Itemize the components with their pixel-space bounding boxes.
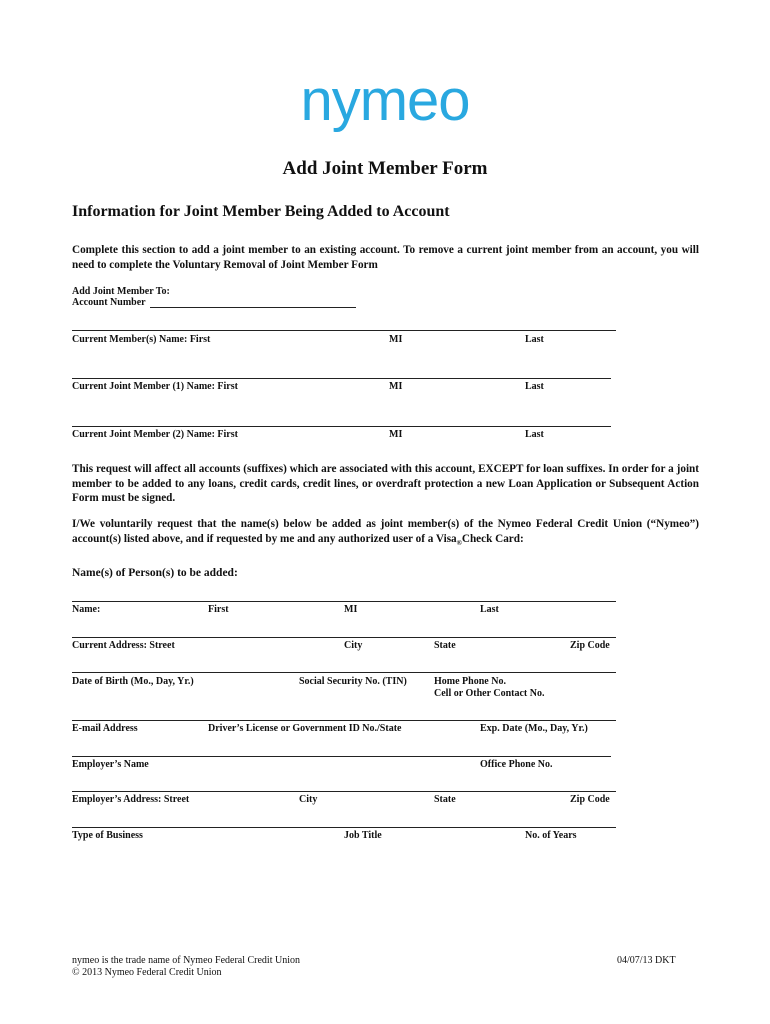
request-tail: Check Card: (461, 532, 524, 545)
cell-phone-label: Cell or Other Contact No. (434, 688, 545, 699)
page-title: Add Joint Member Form (282, 158, 488, 179)
office-phone-label: Office Phone No. (480, 759, 553, 770)
email-label: E-mail Address (72, 723, 138, 734)
joint-member-2-name-field[interactable] (72, 426, 611, 427)
notice-paragraph: This request will affect all accounts (suffixes) which are associated with this account, EXCEPT for loan suffixes. In order for a joint member to be added to any loans, credit cards, credit lines, or overdraft protection a new Loan Application or Subsequent Action Form must be signed. (72, 463, 699, 504)
state-label: State (434, 640, 456, 651)
job-title-label: Job Title (344, 830, 382, 841)
years-label: No. of Years (525, 830, 577, 841)
name-label: Name: (72, 604, 101, 615)
footer-form-code: 04/07/13 DKT (617, 955, 676, 966)
last-label: Last (480, 604, 499, 615)
employer-state-label: State (434, 794, 456, 805)
nymeo-logo: nymeo (300, 68, 470, 133)
add-joint-member-to-label: Add Joint Member To: (72, 286, 170, 297)
footer-copyright: © 2013 Nymeo Federal Credit Union (72, 967, 222, 978)
address-field[interactable] (72, 637, 616, 638)
current-member-name-field[interactable] (72, 330, 616, 331)
current-member-last-label: Last (525, 334, 544, 345)
employer-city-label: City (299, 794, 318, 805)
section-title: Information for Joint Member Being Added to Account (72, 203, 450, 220)
joint-member-1-last-label: Last (525, 381, 544, 392)
ssn-label: Social Security No. (TIN) (299, 676, 407, 687)
account-number-label: Account Number (72, 297, 146, 308)
home-phone-label: Home Phone No. (434, 676, 506, 687)
current-member-name-label: Current Member(s) Name: First (72, 334, 211, 345)
joint-member-2-mi-label: MI (389, 429, 403, 440)
address-label: Current Address: Street (72, 640, 175, 651)
joint-member-1-mi-label: MI (389, 381, 403, 392)
dob-field[interactable] (72, 672, 616, 673)
joint-member-1-name-field[interactable] (72, 378, 611, 379)
request-text: I/We voluntarily request that the name(s) below be added as joint member(s) of the Nymeo Federal Credit Union (“Nymeo”) account(s) listed above, and if requested by me and any authorized user of a Visa (72, 518, 699, 545)
registered-mark: ® (456, 538, 462, 547)
current-member-mi-label: MI (389, 334, 403, 345)
exp-date-label: Exp. Date (Mo., Day, Yr.) (480, 723, 588, 734)
license-label: Driver’s License or Government ID No./State (208, 723, 402, 734)
employer-zip-label: Zip Code (570, 794, 610, 805)
request-paragraph (72, 517, 699, 550)
business-label: Type of Business (72, 830, 143, 841)
persons-heading: Name(s) of Person(s) to be added: (72, 567, 238, 579)
intro-paragraph: Complete this section to add a joint member to an existing account. To remove a current joint member from an account, you will need to complete the Voluntary Removal of Joint Member Form (72, 244, 699, 271)
footer-trade-name: nymeo is the trade name of Nymeo Federal Credit Union (72, 955, 300, 966)
email-field[interactable] (72, 720, 616, 721)
dob-label: Date of Birth (Mo., Day, Yr.) (72, 676, 194, 687)
employer-field[interactable] (72, 756, 611, 757)
joint-member-2-name-label: Current Joint Member (2) Name: First (72, 429, 238, 440)
joint-member-2-last-label: Last (525, 429, 544, 440)
city-label: City (344, 640, 363, 651)
joint-member-1-name-label: Current Joint Member (1) Name: First (72, 381, 238, 392)
employer-label: Employer’s Name (72, 759, 149, 770)
zip-label: Zip Code (570, 640, 610, 651)
employer-address-field[interactable] (72, 791, 616, 792)
name-field[interactable] (72, 601, 616, 602)
mi-label: MI (344, 604, 358, 615)
business-field[interactable] (72, 827, 616, 828)
first-label: First (208, 604, 229, 615)
account-number-field[interactable] (150, 307, 356, 308)
employer-address-label: Employer’s Address: Street (72, 794, 190, 805)
